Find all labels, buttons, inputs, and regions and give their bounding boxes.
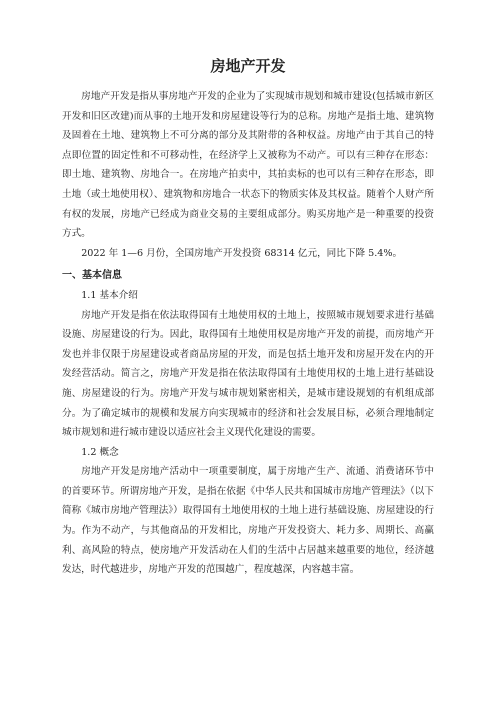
document-body	[62, 56, 434, 580]
subsection-heading-concept: 1.2 概念	[81, 446, 119, 458]
statistic-paragraph: 2022 年 1—6 月份，全国房地产开发投资 68314 亿元，同比下降 5.4%。	[81, 247, 403, 259]
concept-paragraph: 房地产开发是房地产活动中一项重要制度，属于房地产生产、流通、消费诸环节中的首要环节。所谓房地产开发，是指在依据《中华人民共和国城市房地产管理法》（以下简称《城市房地产管理法》）取得国有土地使用权的土地上进行基础设施、房屋建设的行为。作为不动产，与其他商品的开发相比，房地产开发投资大、耗力多、周期长、高赢利、高风险的特点，使房地产开发活动在人们的生活中占居越来越重要的地位，经济越发达，时代越进步，房地产开发的范围越广，程度越深，内容越丰富。	[62, 466, 434, 576]
section-heading-basic-info: 一、基本信息	[62, 270, 122, 282]
document-title: 房地产开发	[210, 57, 286, 75]
introduction-paragraph: 房地产开发是指在依法取得国有土地使用权的土地上，按照城市规划要求进行基础设施、房屋建设的行为。因此，取得国有土地使用权是房地产开发的前提，而房地产开发也并非仅限于房屋建设或者商品房屋的开发，而是包括土地开发和房屋开发在内的开发经营活动。简言之，房地产开发是指在依法取得国有土地使用权的土地上进行基础设施、房屋建设的行为。房地产开发与城市规划紧密相关，是城市建设规划的有机组成部分。为了确定城市的规模和发展方向实现城市的经济和社会发展目标，必须合理地制定城市规划和进行城市建设以适应社会主义现代化建设的需要。	[62, 309, 434, 439]
subsection-heading-introduction: 1.1 基本介绍	[81, 289, 138, 301]
intro-paragraph: 房地产开发是指从事房地产开发的企业为了实现城市规划和城市建设(包括城市新区开发和旧区改建)而从事的土地开发和房屋建设等行为的总称。房地产是指土地、建筑物及固着在土地、建筑物上不可分离的部分及其附带的各种权益。房地产由于其自己的特点即位置的固定性和不可移动性，在经济学上又被称为不动产。可以有三种存在形态：即土地、建筑物、房地合一。在房地产拍卖中，其拍卖标的也可以有三种存在形态，即土地（或土地使用权）、建筑物和房地合一状态下的物质实体及其权益。随着个人财产所有权的发展，房地产已经成为商业交易的主要组成部分。购买房地产是一种重要的投资方式。	[62, 91, 434, 240]
